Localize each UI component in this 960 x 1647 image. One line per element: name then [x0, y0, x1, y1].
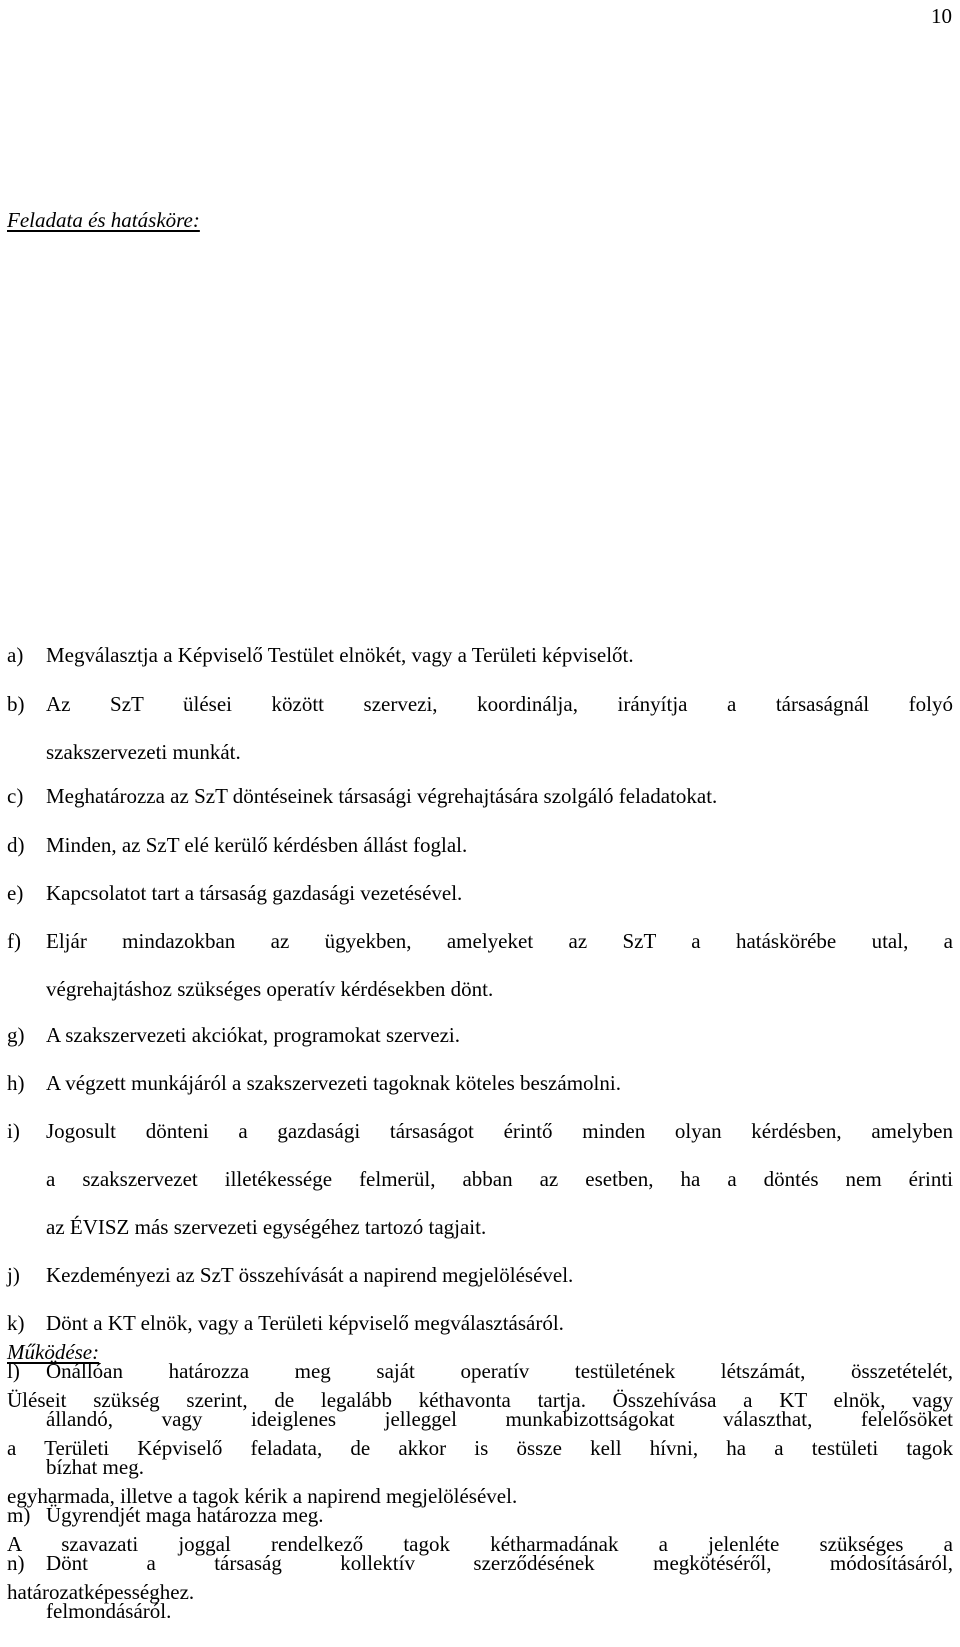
paragraph-line: A szavazati joggal rendelkező tagok kétharmadának a jelenléte szükséges a	[7, 1532, 953, 1556]
list-item-marker: d)	[7, 833, 25, 857]
list-item-text	[46, 692, 953, 788]
list-item	[7, 833, 953, 881]
operation-paragraph	[7, 1532, 953, 1628]
list-item-line: felmondásáról.	[46, 1599, 172, 1623]
list-item-line: Kapcsolatot tart a társaság gazdasági vezetésével.	[46, 881, 463, 905]
list-item	[7, 692, 953, 788]
list-item-text	[46, 1311, 953, 1359]
list-item-line: szakszervezeti munkát.	[46, 740, 241, 764]
list-item-text	[46, 1071, 953, 1119]
list-item-text	[46, 833, 953, 881]
list-item-marker: f)	[7, 929, 21, 953]
list-item-text	[46, 643, 953, 691]
list-item-line: Ügyrendjét maga határozza meg.	[46, 1503, 324, 1527]
list-item-text	[46, 1119, 953, 1263]
list-item-marker: c)	[7, 784, 24, 808]
list-item	[7, 881, 953, 929]
paragraph-line: egyharmada, illetve a tagok kérik a napirend megjelölésével.	[7, 1484, 518, 1508]
list-item	[7, 1263, 953, 1311]
list-item-text	[46, 1263, 953, 1311]
list-item-line: Önállóan határozza meg saját operatív testületének létszámát, összetételét,	[46, 1359, 953, 1383]
list-item	[7, 1119, 953, 1263]
list-item-line: Kezdeményezi az SzT összehívását a napirend megjelölésével.	[46, 1263, 574, 1287]
list-item	[7, 1071, 953, 1119]
section-heading-operation: Működése:	[7, 1340, 100, 1364]
list-item	[7, 643, 953, 691]
list-item-text	[46, 881, 953, 929]
list-item-text	[46, 929, 953, 1025]
list-item-marker: m)	[7, 1503, 31, 1527]
list-item-line: állandó, vagy ideiglenes jelleggel munkabizottságokat választhat, felelősöket	[46, 1407, 953, 1431]
list-item-line: Eljár mindazokban az ügyekben, amelyeket az SzT a hatáskörébe utal, a	[46, 929, 953, 953]
list-item-line: Az SzT ülései között szervezi, koordinálja, irányítja a társaságnál folyó	[46, 692, 953, 716]
list-item-line: az ÉVISZ más szervezeti egységéhez tartozó tagjait.	[46, 1215, 487, 1239]
page-number: 10	[931, 4, 952, 28]
operation-paragraph	[7, 1388, 953, 1532]
list-item	[7, 784, 953, 832]
list-item-text	[46, 784, 953, 832]
list-item-marker: n)	[7, 1551, 25, 1575]
list-item-marker: a)	[7, 643, 24, 667]
list-item-marker: j)	[7, 1263, 20, 1287]
list-item-line: Minden, az SzT elé kerülő kérdésben állást foglal.	[46, 833, 468, 857]
list-item-line: végrehajtáshoz szükséges operatív kérdésekben dönt.	[46, 977, 494, 1001]
list-item-marker: h)	[7, 1071, 25, 1095]
list-item-marker: b)	[7, 692, 25, 716]
list-item	[7, 1311, 953, 1359]
list-item-text	[46, 1023, 953, 1071]
list-item	[7, 1023, 953, 1071]
paragraph-line: a Területi Képviselő feladata, de akkor is össze kell hívni, ha a testületi tagok	[7, 1436, 953, 1460]
paragraph-line: határozatképességhez.	[7, 1580, 195, 1604]
list-item-line: bízhat meg.	[46, 1455, 144, 1479]
list-item-line: Meghatározza az SzT döntéseinek társasági végrehajtására szolgáló feladatokat.	[46, 784, 718, 808]
list-item-line: Dönt a társaság kollektív szerződésének megkötéséről, módosításáról,	[46, 1551, 953, 1575]
list-item	[7, 929, 953, 1025]
list-item-line: Jogosult dönteni a gazdasági társaságot érintő minden olyan kérdésben, amelyben	[46, 1119, 953, 1143]
list-item-line: Megválasztja a Képviselő Testület elnökét, vagy a Területi képviselőt.	[46, 643, 634, 667]
paragraph-line: Üléseit szükség szerint, de legalább kéthavonta tartja. Összehívása a KT elnök, vagy	[7, 1388, 953, 1412]
list-item-marker: l)	[7, 1359, 20, 1383]
list-item-line: Dönt a KT elnök, vagy a Területi képviselő megválasztásáról.	[46, 1311, 564, 1335]
list-item-marker: g)	[7, 1023, 25, 1047]
list-item-line: a szakszervezet illetékessége felmerül, abban az esetben, ha a döntés nem érinti	[46, 1167, 953, 1191]
list-item-marker: i)	[7, 1119, 20, 1143]
list-item-marker: k)	[7, 1311, 25, 1335]
list-item-line: A szakszervezeti akciókat, programokat szervezi.	[46, 1023, 460, 1047]
section-heading-duties: Feladata és hatásköre:	[7, 208, 200, 232]
list-item-line: A végzett munkájáról a szakszervezeti tagoknak köteles beszámolni.	[46, 1071, 621, 1095]
list-item-marker: e)	[7, 881, 24, 905]
